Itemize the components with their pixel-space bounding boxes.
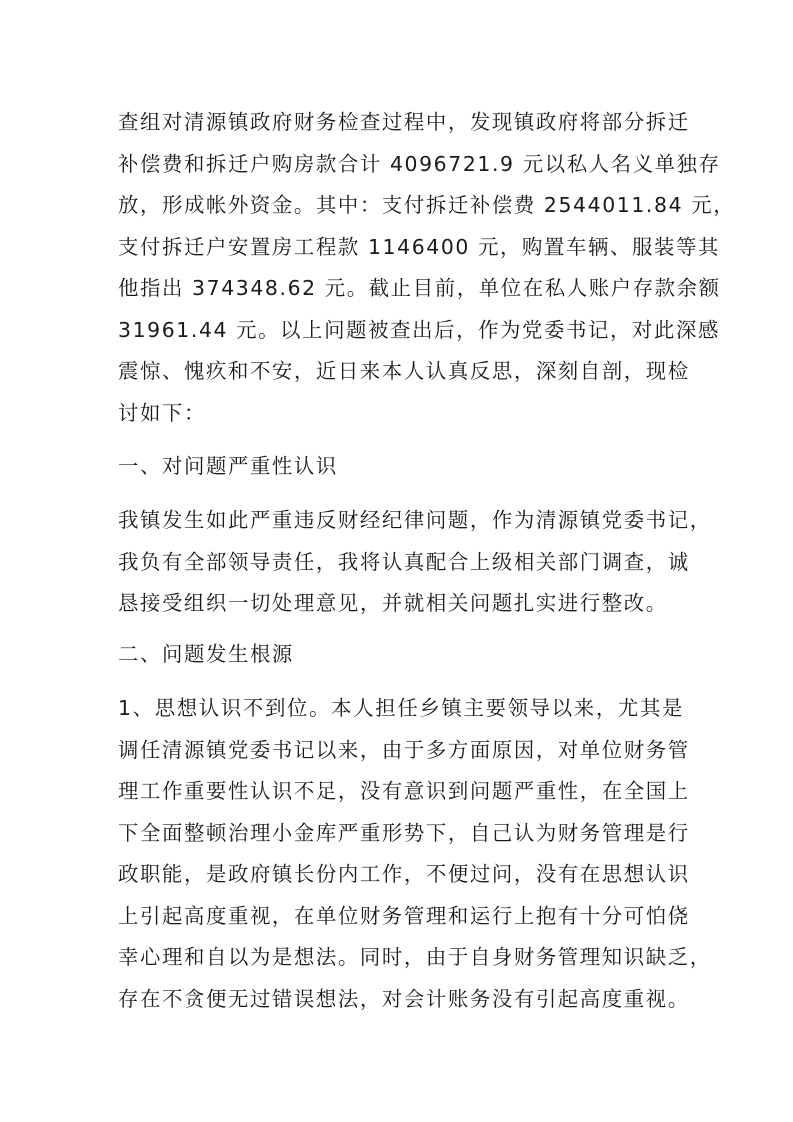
section-heading-text: 二、问题发生根源 [118, 642, 294, 666]
text-line: 下全面整顿治理小金库严重形势下，自己认为财务管理是行 [118, 820, 690, 845]
section-1-paragraph [118, 500, 712, 625]
text-line: 震惊、愧疚和不安，近日来本人认真反思，深刻自剖，现检 [118, 359, 690, 383]
text-line: 补偿费和拆迁户购房款合计 4096721.9 元以私人名义单独存 [118, 151, 721, 176]
section-heading-text: 一、对问题严重性认识 [118, 454, 338, 478]
text-line: 调任清源镇党委书记以来，由于多方面原因，对单位财务管 [118, 737, 690, 762]
text-line: 讨如下： [118, 400, 206, 425]
text-line: 恳接受组织一切处理意见，并就相关问题扎实进行整改。 [118, 591, 668, 615]
text-line: 1、思想认识不到位。本人担任乡镇主要领导以来，尤其是 [118, 696, 684, 720]
text-line: 我负有全部领导责任，我将认真配合上级相关部门调查，诚 [118, 549, 690, 574]
text-line: 理工作重要性认识不足，没有意识到问题严重性，在全国上 [118, 779, 690, 803]
text-line: 上引起高度重视，在单位财务管理和运行上抱有十分可怕侥 [118, 903, 690, 928]
text-line: 我镇发生如此严重违反财经纪律问题，作为清源镇党委书记， [118, 508, 712, 532]
text-line: 31961.44 元。以上问题被查出后，作为党委书记，对此深感 [118, 317, 720, 342]
text-line: 支付拆迁户安置房工程款 1146400 元，购置车辆、服装等其 [118, 234, 720, 259]
text-line: 存在不贪便无过错误想法，对会计账务没有引起高度重视。 [118, 986, 690, 1011]
text-line: 放，形成帐外资金。其中：支付拆迁补偿费 2544011.84 元， [118, 193, 736, 217]
section-heading-1 [118, 446, 684, 488]
section-2-paragraph [118, 688, 712, 1020]
text-line: 政职能，是政府镇长份内工作，不便过问，没有在思想认识 [118, 862, 690, 886]
section-heading-2 [118, 634, 684, 676]
intro-paragraph [118, 102, 736, 434]
text-line: 查组对清源镇政府财务检查过程中，发现镇政府将部分拆迁 [118, 110, 690, 134]
text-line: 他指出 374348.62 元。截止目前，单位在私人账户存款余额 [118, 276, 721, 300]
text-line: 幸心理和自以为是想法。同时，由于自身财务管理知识缺乏， [118, 945, 712, 969]
